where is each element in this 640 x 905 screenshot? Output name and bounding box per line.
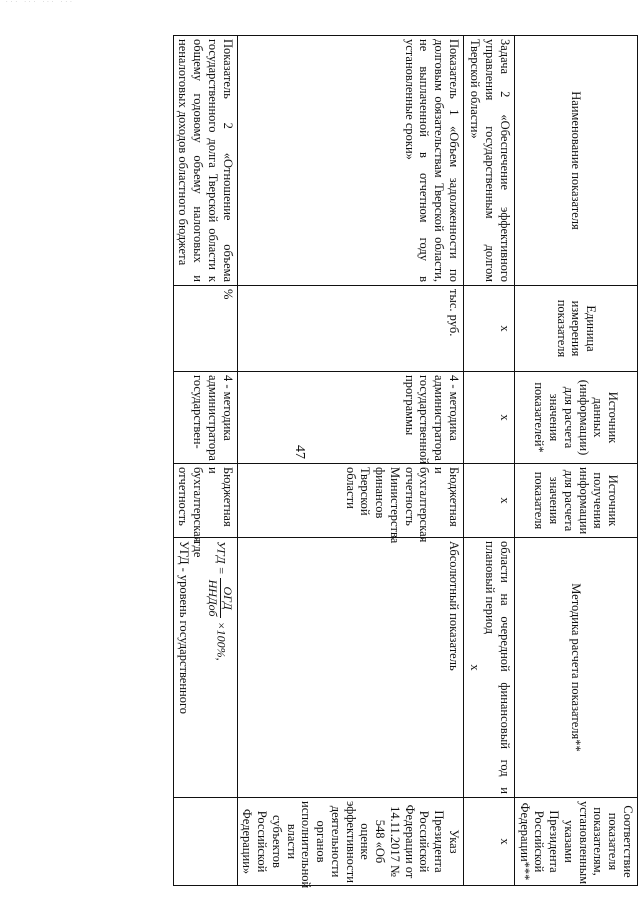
formula-denominator: ННДоб bbox=[205, 579, 220, 617]
row-source-info: х bbox=[464, 464, 515, 538]
header-compliance: Соответствие показателя показателям, установленным указами Президента Российской Федерации*** bbox=[515, 798, 638, 886]
scan-marks: ··· ··· ··· ··· bbox=[6, 0, 75, 5]
header-source-data: Источник данных (информации) для расчета значения показателей* bbox=[515, 372, 638, 464]
row-unit: х bbox=[464, 286, 515, 372]
method-continuation: области на очередной финансовый год и плановый период bbox=[483, 541, 512, 794]
row-name: Задача 2 «Обеспечение эффективного управления государственным долгом Тверской области» bbox=[464, 36, 515, 286]
row-method bbox=[464, 538, 515, 798]
row-source-data: 4 - методика администратора государственной программы bbox=[237, 372, 463, 464]
row-source-info: Бюджетная и бухгалтерская отчетность Министерства финансов Тверской области bbox=[237, 464, 463, 538]
header-source-info: Источник получения информации для расчета значения показателя bbox=[515, 464, 638, 538]
header-name: Наименование показателя bbox=[515, 36, 638, 286]
header-unit: Единица измерения показателя bbox=[515, 286, 638, 372]
formula bbox=[205, 541, 234, 794]
indicators-table bbox=[173, 35, 638, 889]
table-row bbox=[237, 36, 463, 886]
row-unit: % bbox=[173, 286, 237, 372]
row-method bbox=[173, 538, 237, 798]
table-row bbox=[464, 36, 515, 886]
row-compliance: Указ Президента Российской Федерации от 14.11.2017 № 548 «Об оценке эффективности деятельности органов исполнительной власти субъектов Российской Федерации» bbox=[237, 798, 463, 886]
formula-rhs: ×100%, bbox=[214, 621, 229, 661]
formula-fraction bbox=[205, 578, 234, 619]
formula-lhs: УГД = bbox=[214, 541, 229, 575]
formula-where: где bbox=[191, 541, 206, 558]
row-method: Абсолютный показатель bbox=[237, 538, 463, 798]
method-continuation: УГД - уровень государственного bbox=[176, 541, 191, 715]
row-source-data: 4 - методика администратора государствен- bbox=[173, 372, 237, 464]
header-method: Методика расчета показателя** bbox=[515, 538, 638, 798]
page-number: 47 bbox=[292, 445, 307, 459]
rotated-table-container bbox=[176, 35, 638, 889]
row-source-info: Бюджетная и бухгалтерская отчетность bbox=[173, 464, 237, 538]
method-value: х bbox=[468, 664, 483, 671]
row-compliance: х bbox=[464, 798, 515, 886]
row-source-data: х bbox=[464, 372, 515, 464]
table-header-row bbox=[515, 36, 638, 886]
row-name: Показатель 1 «Объем задолженности по долговым обязательствам Тверской области, не выплаченной в отчетном году в установленные сроки» bbox=[237, 36, 463, 286]
row-unit: тыс. руб. bbox=[237, 286, 463, 372]
row-compliance bbox=[173, 798, 237, 886]
row-name: Показатель 2 «Отношение объема государственного долга Тверской области к общему годовому объему налоговых и неналоговых доходов областного бюджета bbox=[173, 36, 237, 286]
formula-numerator: ОГД bbox=[220, 578, 235, 619]
table-row bbox=[173, 36, 237, 886]
